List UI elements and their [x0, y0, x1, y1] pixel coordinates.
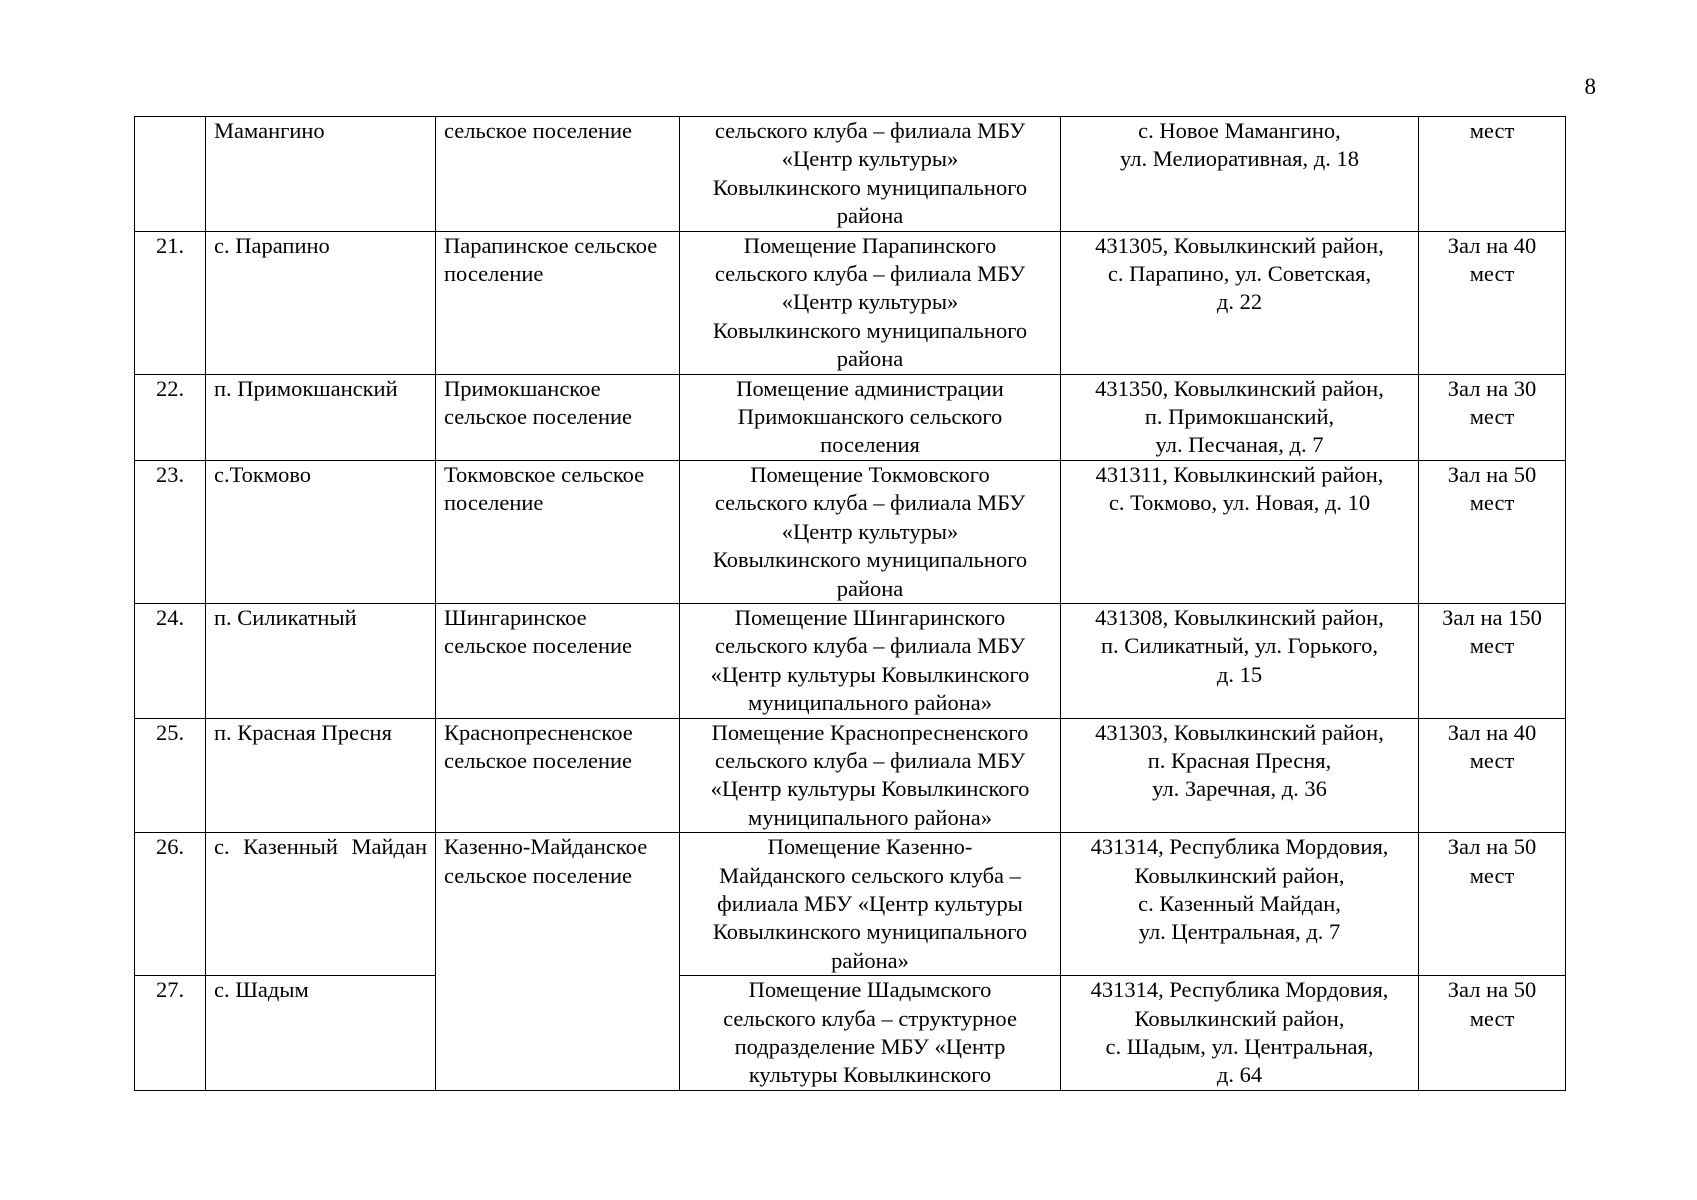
table-row — [135, 603, 1566, 718]
address-line: д. 64 — [1216, 1062, 1263, 1088]
premises-line: Помещение администрации — [736, 375, 1004, 401]
address-line: 431314, Республика Мордовия, — [1090, 834, 1389, 860]
address-cell — [1061, 976, 1419, 1091]
address-cell — [1061, 231, 1419, 374]
address-line: 431305, Ковылкинский район, — [1095, 232, 1384, 258]
location-cell: с. Казенный Майдан — [206, 833, 436, 976]
location-cell: с. Парапино — [206, 231, 436, 374]
address-line: Ковылкинский район, — [1134, 1005, 1345, 1031]
row-number — [135, 117, 206, 232]
capacity-line: мест — [1469, 747, 1515, 773]
premises-line: поселения — [820, 432, 920, 458]
premises-line: «Центр культуры» — [781, 518, 959, 544]
premises-line: Майданского сельского клуба – — [719, 862, 1021, 888]
premises-line: «Центр культуры Ковылкинского — [710, 776, 1030, 802]
address-line: ул. Мелиоративная, д. 18 — [1120, 146, 1359, 172]
capacity-line: мест — [1469, 490, 1515, 516]
settlement-cell: Шингаринское сельское поселение — [436, 603, 680, 718]
premises-cell — [680, 117, 1061, 232]
address-cell — [1061, 117, 1419, 232]
row-number: 27. — [135, 976, 206, 1091]
address-line: 431314, Республика Мордовия, — [1090, 977, 1389, 1003]
premises-cell — [680, 231, 1061, 374]
premises-line: Ковылкинского муниципального — [712, 317, 1028, 343]
address-line: п. Примокшанский, — [1144, 404, 1335, 430]
premises-cell — [680, 374, 1061, 460]
address-line: с. Шадым, ул. Центральная, — [1105, 1034, 1374, 1059]
row-number: 24. — [135, 603, 206, 718]
row-number: 23. — [135, 460, 206, 603]
table-row — [135, 231, 1566, 374]
row-number: 25. — [135, 718, 206, 833]
location-cell: п. Примокшанский — [206, 374, 436, 460]
premises-line: Помещение Казенно- — [767, 834, 973, 860]
capacity-line: Зал на 50 — [1447, 977, 1537, 1003]
premises-line: сельского клуба – филиала МБУ — [714, 261, 1026, 287]
premises-line: «Центр культуры Ковылкинского — [710, 661, 1030, 687]
capacity-cell — [1419, 718, 1566, 833]
table-row — [135, 718, 1566, 833]
settlement-cell: Парапинское сельское поселение — [436, 231, 680, 374]
premises-line: Помещение Краснопресненского — [711, 719, 1029, 745]
row-number: 26. — [135, 833, 206, 976]
premises-line: Помещение Токмовского — [750, 461, 990, 487]
row-number: 22. — [135, 374, 206, 460]
location-cell: Мамангино — [206, 117, 436, 232]
capacity-line: мест — [1469, 633, 1515, 659]
settlement-cell: Токмовское сельское поселение — [436, 460, 680, 603]
settlement-cell: Примокшанское сельское поселение — [436, 374, 680, 460]
capacity-line: Зал на 40 — [1447, 719, 1537, 745]
location-cell: с. Шадым — [206, 976, 436, 1091]
row-number: 21. — [135, 231, 206, 374]
premises-line: сельского клуба – филиала МБУ — [714, 633, 1026, 659]
address-line: с. Казенный Майдан, — [1138, 890, 1341, 916]
premises-line: сельского клуба – филиала МБУ — [714, 747, 1026, 773]
capacity-cell — [1419, 231, 1566, 374]
address-cell — [1061, 374, 1419, 460]
address-line: 431303, Ковылкинский район, — [1095, 719, 1384, 745]
address-cell — [1061, 833, 1419, 976]
table-row — [135, 374, 1566, 460]
capacity-line: Зал на 40 — [1447, 232, 1537, 258]
address-line: д. 15 — [1216, 661, 1263, 687]
page-number: 8 — [1584, 74, 1596, 99]
premises-cell — [680, 718, 1061, 833]
address-line: с. Токмово, ул. Новая, д. 10 — [1108, 490, 1371, 516]
table-row — [135, 976, 1566, 1091]
address-line: ул. Песчаная, д. 7 — [1155, 432, 1324, 458]
capacity-cell — [1419, 460, 1566, 603]
premises-line: муниципального района» — [747, 804, 992, 830]
capacity-line: Зал на 150 — [1442, 604, 1542, 630]
capacity-cell — [1419, 117, 1566, 232]
capacity-cell — [1419, 603, 1566, 718]
address-line: с. Новое Мамангино, — [1138, 118, 1341, 143]
address-line: п. Красная Пресня, — [1147, 747, 1332, 773]
table-row — [135, 460, 1566, 603]
premises-line: сельского клуба – филиала МБУ — [714, 118, 1026, 143]
premises-line: района — [836, 575, 904, 601]
address-line: Ковылкинский район, — [1134, 862, 1345, 888]
premises-line: «Центр культуры» — [781, 146, 959, 172]
settlement-cell: сельское поселение — [436, 117, 680, 232]
premises-line: Ковылкинского муниципального — [712, 174, 1028, 200]
premises-line: Ковылкинского муниципального — [712, 919, 1028, 945]
capacity-line: Зал на 30 — [1447, 375, 1537, 401]
address-line: д. 22 — [1216, 289, 1263, 315]
premises-line: Помещение Шингаринского — [734, 604, 1006, 630]
premises-line: филиала МБУ «Центр культуры — [717, 890, 1023, 916]
location-cell: п. Силикатный — [206, 603, 436, 718]
premises-line: «Центр культуры» — [781, 289, 959, 315]
premises-line: Примокшанского сельского — [737, 404, 1003, 430]
address-line: 431308, Ковылкинский район, — [1095, 604, 1384, 630]
premises-line: сельского клуба – структурное — [723, 1005, 1017, 1031]
premises-line: района — [836, 203, 904, 229]
capacity-line: Зал на 50 — [1447, 834, 1537, 860]
premises-line: сельского клуба – филиала МБУ — [714, 490, 1026, 516]
capacity-cell — [1419, 374, 1566, 460]
address-line: с. Парапино, ул. Советская, — [1107, 261, 1372, 287]
address-line: 431350, Ковылкинский район, — [1095, 375, 1384, 401]
settlement-cell: Краснопресненское сельское поселение — [436, 718, 680, 833]
capacity-line: мест — [1469, 404, 1515, 430]
address-cell — [1061, 460, 1419, 603]
premises-line: Помещение Шадымского — [748, 977, 992, 1003]
address-line: ул. Заречная, д. 36 — [1152, 776, 1327, 802]
table-row — [135, 833, 1566, 976]
address-line: ул. Центральная, д. 7 — [1138, 919, 1341, 945]
capacity-cell — [1419, 833, 1566, 976]
premises-cell — [680, 976, 1061, 1091]
capacity-line: Зал на 50 — [1447, 461, 1537, 487]
address-cell — [1061, 718, 1419, 833]
address-line: п. Силикатный, ул. Горького, — [1101, 633, 1378, 659]
settlement-cell: Казенно-Майданское сельское поселение — [436, 833, 680, 1091]
capacity-cell — [1419, 976, 1566, 1091]
premises-line: подразделение МБУ «Центр — [734, 1034, 1006, 1059]
table-row — [135, 117, 1566, 232]
capacity-line: мест — [1469, 118, 1515, 143]
address-line: 431311, Ковылкинский район, — [1095, 461, 1384, 487]
capacity-line: мест — [1469, 862, 1515, 888]
location-cell: с.Токмово — [206, 460, 436, 603]
premises-line: района» — [831, 947, 909, 973]
capacity-line: мест — [1469, 1005, 1515, 1031]
premises-cell — [680, 460, 1061, 603]
premises-cell — [680, 833, 1061, 976]
premises-line: культуры Ковылкинского — [748, 1062, 992, 1088]
premises-line: района — [836, 346, 904, 372]
premises-line: Ковылкинского муниципального — [712, 547, 1028, 573]
address-cell — [1061, 603, 1419, 718]
premises-line: муниципального района» — [747, 690, 992, 716]
location-cell: п. Красная Пресня — [206, 718, 436, 833]
capacity-line: мест — [1469, 261, 1515, 287]
polling-locations-table — [134, 116, 1566, 1091]
premises-cell — [680, 603, 1061, 718]
premises-line: Помещение Парапинского — [743, 232, 997, 258]
